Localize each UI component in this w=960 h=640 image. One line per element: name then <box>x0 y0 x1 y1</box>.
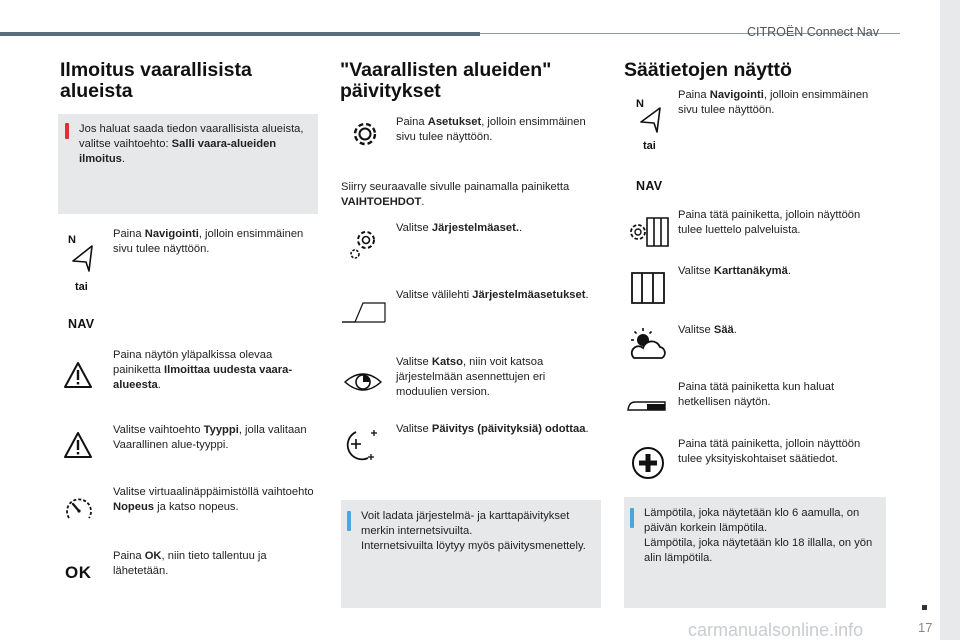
or-label: tai <box>75 281 88 293</box>
system-settings-icon[interactable] <box>346 226 382 262</box>
step-text: Paina tätä painiketta, jolloin näyttöön tulee yksityiskohtaiset säätiedot. <box>678 438 861 465</box>
or-label: tai <box>643 140 656 152</box>
update-pending-icon[interactable] <box>342 424 382 464</box>
view-eye-icon[interactable] <box>343 368 383 396</box>
info-note <box>341 500 601 608</box>
info-note-text: Lämpötila, joka näytetään klo 6 aamulla, on päivän korkein lämpötila. Lämpötila, joka näytetään klo 18 illalla, on yön alin lämpötila. <box>644 507 873 564</box>
map-view-icon[interactable] <box>630 270 666 306</box>
settings-gear-icon[interactable] <box>349 118 381 150</box>
quick-display-icon[interactable] <box>625 394 667 414</box>
brand-label: CITROËN Connect Nav <box>747 25 879 39</box>
page-number: 17 <box>918 620 933 635</box>
step-text: Paina tätä painiketta, jolloin näyttöön tulee luettelo palveluista. <box>678 209 861 236</box>
ok-button[interactable]: OK <box>65 563 92 582</box>
step-text: Valitse välilehti Järjestelmäasetukset. <box>396 289 589 301</box>
weather-icon[interactable] <box>626 326 668 362</box>
step-text: Valitse Karttanäkymä. <box>678 265 791 277</box>
tab-icon[interactable] <box>341 300 387 324</box>
warning-note-text: Jos haluat saada tiedon vaarallisista alueista, valitse vaihtoehto: Salli vaara-alueiden ilmoitus. <box>79 123 304 165</box>
step-text: Valitse Päivitys (päivityksiä) odottaa. <box>396 423 589 435</box>
step-text: Siirry seuraavalle sivulle painamalla painiketta VAIHTOEHDOT. <box>341 181 570 208</box>
info-icon <box>630 508 634 528</box>
speedometer-icon[interactable] <box>63 494 95 526</box>
info-note-text: Voit ladata järjestelmä- ja karttapäivitykset merkin internetsivuilta. Internetsivuilta löytyy myös päivitysmenettely. <box>361 510 586 552</box>
step-text: Paina Navigointi, jolloin ensimmäinen sivu tulee näyttöön. <box>678 89 869 116</box>
step-text: Paina tätä painiketta kun haluat hetkellisen näytön. <box>678 381 835 408</box>
header-bar <box>0 32 480 36</box>
step-text: Valitse Katso, niin voit katsoa järjestelmään asennettujen eri moduulien version. <box>396 356 546 398</box>
step-text: Valitse Sää. <box>678 324 737 336</box>
step-text: Valitse virtuaalinäppäimistöllä vaihtoehto Nopeus ja katso nopeus. <box>113 486 314 513</box>
warning-icon <box>65 123 69 139</box>
watermark: carmanualsonline.info <box>688 620 864 640</box>
section-title-hazard-alert: Ilmoitus vaarallisista alueista <box>60 59 252 102</box>
section-title-updates: "Vaarallisten alueiden" päivitykset <box>340 59 552 102</box>
info-icon <box>347 511 351 531</box>
step-text: Paina OK, niin tieto tallentuu ja lähetetään. <box>113 550 267 577</box>
warning-triangle-icon[interactable] <box>63 431 93 459</box>
warning-triangle-icon[interactable] <box>63 361 93 389</box>
nav-button-label[interactable]: NAV <box>68 317 95 331</box>
step-text: Paina näytön yläpalkissa olevaa painiketta Ilmoittaa uudesta vaara-alueesta. <box>113 349 293 391</box>
page-sidebar <box>940 0 960 640</box>
section-title-weather: Säätietojen näyttö <box>624 59 792 81</box>
step-text: Valitse Järjestelmäaset.. <box>396 222 523 234</box>
step-text: Paina Asetukset, jolloin ensimmäinen sivu tulee näyttöön. <box>396 116 586 143</box>
nav-button-label[interactable]: NAV <box>636 179 663 193</box>
page-marker <box>922 605 927 610</box>
step-text: Valitse vaihtoehto Tyyppi, jolla valitaan Vaarallinen alue-tyyppi. <box>113 424 307 451</box>
services-icon[interactable] <box>627 215 669 249</box>
details-plus-icon[interactable] <box>631 446 665 480</box>
step-text: Paina Navigointi, jolloin ensimmäinen sivu tulee näyttöön. <box>113 228 304 255</box>
warning-note <box>58 114 318 214</box>
info-note <box>624 497 886 608</box>
